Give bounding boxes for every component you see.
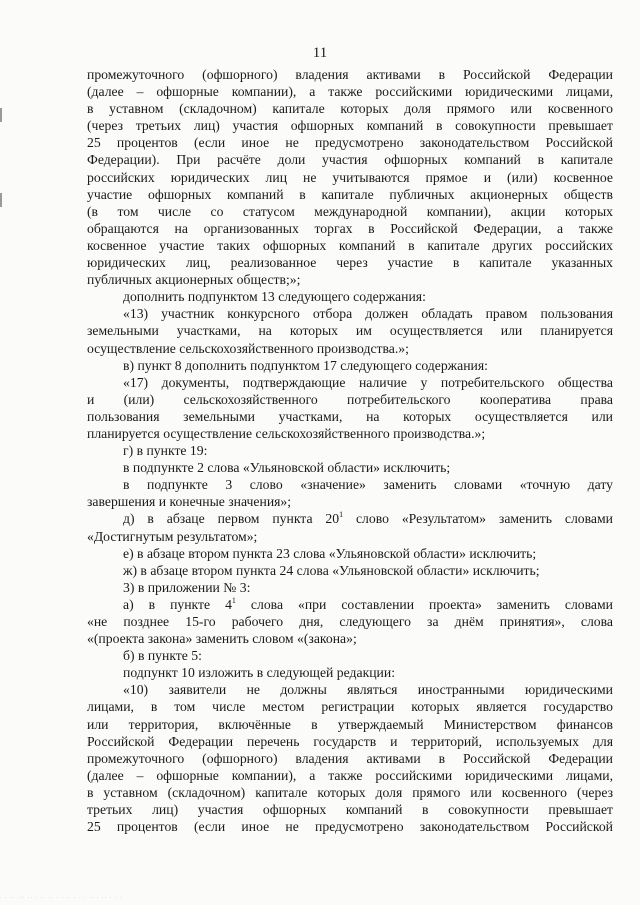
text-line: 25 процентов (если иное не предусмотрено законодательством Российской [87,819,613,835]
text-line: участие офшорных компаний в капитале публичных акционерных обществ [87,186,613,202]
text-line: лицами, в том числе местом регистрации которых является государство [87,699,613,715]
text-line: промежуточного (офшорного) владения активами в Российской Федерации [87,67,613,82]
text-line: в подпункте 2 слова «Ульяновской области» исключить; [123,460,451,476]
text-line: публичных акционерных обществ;»; [87,272,301,288]
text-line: (далее – офшорные компании), а также российскими юридическими лицами, [87,84,613,100]
text-line: «17) документы, подтверждающие наличие у потребительского общества [123,374,613,390]
scan-mark [0,193,2,207]
text-line: обращаются на организованных торгах в Российской Федерации, а также [87,220,613,236]
text-line: промежуточного (офшорного) владения активами в Российской Федерации [87,750,613,766]
text-line-part: д) в абзаце первом пункта 20 [123,511,340,527]
text-line: ж) в абзаце втором пункта 24 слова «Ульяновской области» исключить; [123,562,540,578]
text-line: (далее – офшорные компании), а также российскими юридическими лицами, [87,767,613,783]
text-line: российских юридических лиц не учитываются прямое и (или) косвенное [87,169,613,185]
document-body [87,66,613,835]
text-line: юридических лиц, реализованное через участие в капитале указанных [87,255,613,271]
text-line-part: слова «при составлении проекта» заменить словами [235,596,613,612]
text-line: б) в пункте 5: [123,648,202,664]
text-line: Федерации). При расчёте доли участия офшорных компаний в капитале [87,152,613,168]
text-line: «не позднее 15-го рабочего дня, следующего за днём принятия», слова [87,614,613,629]
text-line: 25 процентов (если иное не предусмотрено законодательством Российской [87,135,613,151]
text-line: Российской Федерации перечень государств и территорий, используемых для [87,733,613,749]
text-line: г) в пункте 19: [123,443,208,459]
text-line: земельными участками, на которых им осуществляется или планируется [87,323,613,339]
text-line: в) пункт 8 дополнить подпунктом 17 следующего содержания: [123,357,488,373]
scan-footer-noise: · · ·· ·:· ·· · ·· ·· · · ·· · · · ·· · ·· · · · [0,895,123,901]
text-line: планируется осуществление сельскохозяйственного производства.»; [87,425,486,441]
text-line: пользования земельными участками, на которых осуществляется или [87,408,613,424]
text-line [87,596,613,613]
text-line-part: слово «Результатом» заменить словами [343,511,613,527]
text-line: завершения и конечные значения»; [87,494,292,510]
text-line: или территория, включённые в утверждаемый Министерством финансов [87,716,613,732]
text-line: (в том числе со статусом международной компании), акции которых [87,203,613,219]
text-line: в подпункте 3 слово «значение» заменить словами «точную дату [123,477,613,493]
text-line-part: а) в пункте 4 [123,596,232,612]
text-line: косвенное участие таких офшорных компаний в капитале других российских [87,237,613,253]
text-line: в уставном (складочном) капитале которых доля прямого или косвенного [87,101,613,117]
page-number: 11 [312,45,328,61]
text-line: «10) заявители не должны являться иностранными юридическими [123,682,613,698]
superscript: 1 [231,595,236,605]
text-line: осуществление сельскохозяйственного производства.»; [87,340,409,356]
text-line: дополнить подпунктом 13 следующего содержания: [123,289,426,305]
text-line: «(проекта закона» заменить словом «(закона»; [87,631,357,647]
text-line: подпункт 10 изложить в следующей редакции: [123,665,395,681]
text-line [87,510,613,527]
text-line: и (или) сельскохозяйственного потребительского кооператива права [87,391,613,407]
scan-mark [0,108,2,122]
text-line: е) в абзаце втором пункта 23 слова «Ульяновской области» исключить; [123,545,537,561]
text-line: в уставном (складочном) капитале которых доля прямого или косвенного (через [87,784,613,800]
text-line: 3) в приложении № 3: [123,579,251,595]
text-line: «13) участник конкурсного отбора должен обладать правом пользования [123,306,613,322]
text-line: третьих лиц) участия офшорных компаний в совокупности превышает [87,802,613,818]
text-line: «Достигнутым результатом»; [87,528,258,544]
superscript: 1 [339,510,344,520]
text-line: (через третьих лиц) участия офшорных компаний в совокупности превышает [87,118,613,134]
